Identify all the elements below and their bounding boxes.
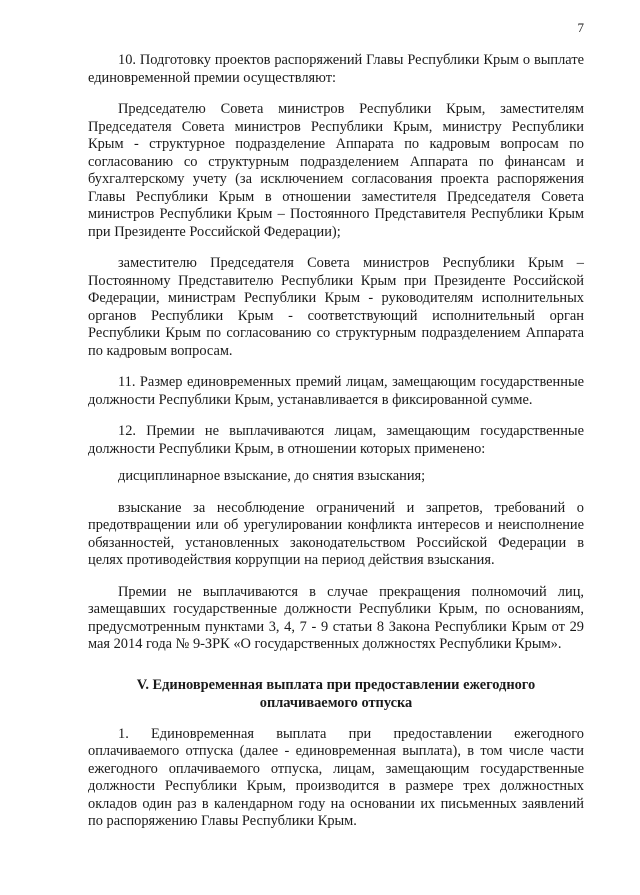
- section-v-paragraph-1: 1. Единовременная выплата при предоставлении ежегодного оплачиваемого отпуска (далее - единовременная выплата), в том числе части ежегодного оплачиваемого отпуска, лицам, замещающим государственные должности Республики Крым, производится в размере трех должностных окладов один раз в календарном году на основании их письменных заявлений по распоряжению Главы Республики Крым.: [88, 725, 584, 829]
- document-body: [88, 52, 584, 845]
- paragraph-12-no-bonus: 12. Премии не выплачиваются лицам, замещающим государственные должности Республики Крым, в отношении которых применено:: [88, 423, 584, 457]
- paragraph-11-bonus-amount: 11. Размер единовременных премий лицам, замещающим государственные должности Республики Крым, устанавливается в фиксированной сумме.: [88, 374, 584, 408]
- paragraph-deputy-approval: заместителю Председателя Совета министров Республики Крым – Постоянному Представителю Республики Крым при Президенте Российской Федерации, министрам Республики Крым - руководителям исполнительных органов Республики Крым - соответствующий исполнительный орган Республики Крым по согласованию со структурным подразделением Аппарата по кадровым вопросам.: [88, 255, 584, 359]
- paragraph-penalty: взыскание за несоблюдение ограничений и запретов, требований о предотвращении или об урегулировании конфликта интересов и неисполнение обязанностей, установленных законодательством Российской Федерации в целях противодействия коррупции на период действия взыскания.: [88, 499, 584, 568]
- section-v-heading: [88, 676, 584, 712]
- paragraph-chairman-approval: Председателю Совета министров Республики Крым, заместителям Председателя Совета министров Республики Крым, министру Республики Крым - структурное подразделение Аппарата по кадровым вопросам по согласованию со структурным подразделением Аппарата по финансам и бухгалтерскому учету (за исключением согласования проекта распоряжения Главы Республики Крым в отношении заместителя Председателя Совета министров Республики Крым – Постоянного Представителя Республики Крым при Президенте Российской Федерации);: [88, 101, 584, 240]
- paragraph-termination: Премии не выплачиваются в случае прекращения полномочий лиц, замещавших государственные должности Республики Крым, по основаниям, предусмотренным пунктами 3, 4, 7 - 9 статьи 8 Закона Республики Крым от 29 мая 2014 года № 9-ЗРК «О государственных должностях Республики Крым».: [88, 583, 584, 652]
- section-v-heading-line2: оплачиваемого отпуска: [259, 694, 413, 711]
- section-v-heading-line1: V. Единовременная выплата при предоставлении ежегодного: [136, 676, 536, 693]
- page-number: 7: [577, 20, 584, 35]
- paragraph-disciplinary: дисциплинарное взыскание, до снятия взыскания;: [118, 468, 426, 484]
- paragraph-10-intro: 10. Подготовку проектов распоряжений Главы Республики Крым о выплате единовременной премии осуществляют:: [88, 52, 584, 86]
